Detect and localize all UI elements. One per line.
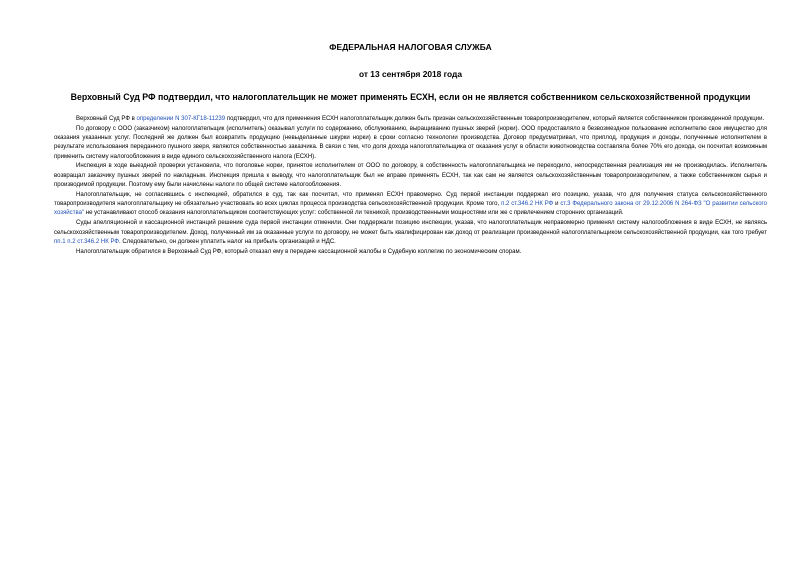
paragraph-1-text-end: подтвердил, что для применения ЕСХН налогоплательщик должен быть признан сельскохозяйственным товаропроизводителем, который является собственником произведенной продукции.: [225, 116, 765, 122]
link-determination-307[interactable]: определении N 307-КГ18-11239: [136, 116, 226, 122]
document-date: от 13 сентября 2018 года: [358, 69, 463, 79]
paragraph-4: [54, 191, 767, 219]
paragraph-6: Налогоплательщик обратился в Верховный Суд РФ, который отказал ему в передаче кассационной жалобы в Судебную коллегию по экономическим спорам.: [76, 248, 522, 255]
paragraph-3: Инспекция в ходе выездной проверки установила, что поголовье норки, принятое исполнителем от ООО по договору, в собственность налогоплательщика не переходило, непосредственная реализация им не производилась. Исполнитель возвращал заказчику пушных зверей по накладным. Инспекция пришла к выводу, что налогоплательщик был не вправе применять ЕСХН, так как сам не является сельскохозяйственным товаропроизводителем, а также собственником сырья и производимой продукции. Поэтому ему были начислены налоги по общей системе налогообложения.: [54, 163, 767, 189]
paragraph-2: По договору с ООО (заказчиком) налогоплательщик (исполнитель) оказывал услуги по содержанию, обслуживанию, выращиванию пушных зверей (норки). ООО предоставляло в безвозмездное пользование исполнителю свое имущество для оказания указанных услуг. Последний же должен был возвратить продукцию (невыделанные шкурки норки) в сроки согласно технологии производства. Договор предусматривал, что приплод, продукция и доходы, полученные исполнителем в результате использования переданного пушного зверя, являются собственностью заказчика. В связи с тем, что доля дохода налогоплательщика от оказания услуг в области животноводства составляла более 70% его дохода, он посчитал возможным применить систему налогообложения в виде единого сельскохозяйственного налога (ЕСХН).: [54, 125, 767, 160]
organization-title: ФЕДЕРАЛЬНАЯ НАЛОГОВАЯ СЛУЖБА: [329, 42, 492, 52]
link-nk-pp1-p2-346-2[interactable]: пп.1 п.2 ст.346.2 НК РФ: [54, 238, 120, 245]
paragraph-5-text-start: Суды апелляционной и кассационной инстанций решение суда первой инстанции отменили. Они поддержали позицию инспекции, указав, что налогоплательщик неправомерно применял систему налогообложения в виде ЕСХН, не являясь сельскохозяйственным товаропроизводителем. Доход, полученный им за оказанные услуги по договору, не может быть квалифицирован как доход от реализации произведенной налогоплательщиком сельскохозяйственной продукции, как того требует: [54, 220, 767, 236]
paragraph-4-text-end: не устанавливают способ оказания налогоплательщиком соответствующих услуг: собственной ли техникой, производственными мощностями или же с привлечением сторонних организаций.: [84, 210, 624, 217]
link-federal-law-264[interactable]: ст.3 Федерального закона от 29.12.2006 N 264-ФЗ "О развитии сельского хозяйства": [54, 201, 767, 217]
link-nk-346-2[interactable]: п.2 ст.346.2 НК РФ: [501, 201, 554, 208]
paragraph-4-text-mid: и: [553, 201, 561, 208]
paragraph-5: [54, 219, 767, 247]
document-body: [54, 115, 767, 257]
paragraph-1-text-start: Верховный Суд РФ в: [76, 116, 137, 122]
paragraph-4-text-start: Налогоплательщик, не согласившись с инспекцией, обратился в суд, так как посчитал, что применял ЕСХН правомерно. Суд первой инстанции поддержал его позицию, указав, что для получения статуса сельскохозяйственного товаропроизводителя налогоплательщику не обязательно участвовать во всех циклах процесса производства сельскохозяйственной продукции. Кроме того,: [54, 191, 767, 208]
paragraph-5-text-end: . Следовательно, он должен уплатить налог на прибыль организаций и НДС.: [119, 238, 336, 245]
paragraph-1: [54, 115, 767, 124]
document-headline: Верховный Суд РФ подтвердил, что налогоплательщик не может применять ЕСХН, если он не является собственником сельскохозяйственной продукции: [70, 92, 751, 102]
